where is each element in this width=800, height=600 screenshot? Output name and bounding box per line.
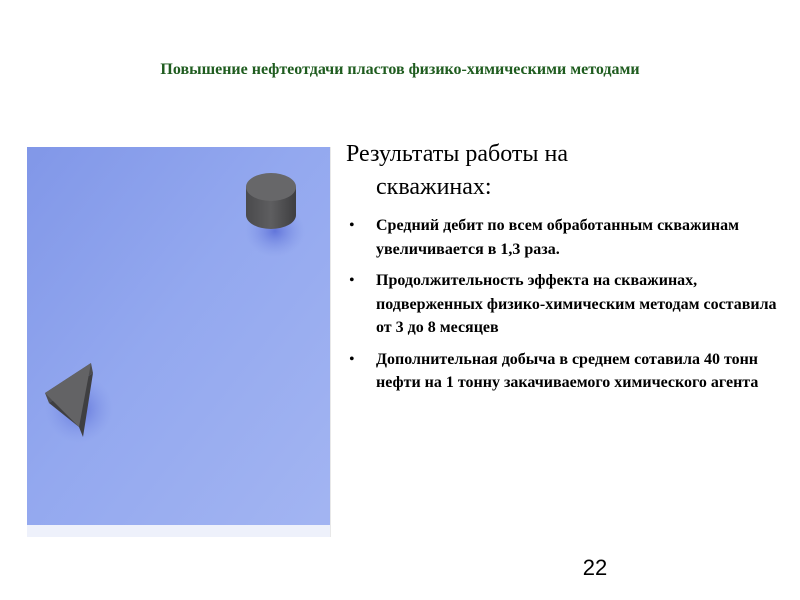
cylinder-shape — [246, 173, 296, 229]
list-item — [346, 348, 786, 395]
results-heading-line1: Результаты работы на — [346, 141, 568, 167]
picture-edge — [330, 147, 331, 537]
bullet-icon: • — [349, 217, 355, 234]
page-number: 22 — [582, 555, 608, 580]
list-item-text: Средний дебит по всем обработанным скважинам увеличивается в 1,3 раза. — [376, 217, 739, 258]
shapes-illustration — [27, 147, 330, 537]
results-heading — [346, 138, 676, 204]
list-item — [346, 214, 786, 261]
bullet-icon: • — [349, 350, 355, 368]
results-list — [346, 214, 786, 403]
list-item-text: Дополнительная добыча в среднем сотавила 40 тонн нефти на 1 тонну закачиваемого химического агента — [376, 350, 759, 391]
bullet-icon: • — [349, 272, 355, 289]
list-item — [346, 269, 786, 340]
results-heading-line2: скважинах: — [376, 174, 492, 200]
slide-title — [80, 58, 720, 82]
list-item-text: Продолжительность эффекта на скважинах, подверженных физико-химическим методам составила от 3 до 8 месяцев — [376, 272, 777, 336]
slide-title-text: Повышение нефтеотдачи пластов физико-химическими методами — [160, 61, 640, 78]
